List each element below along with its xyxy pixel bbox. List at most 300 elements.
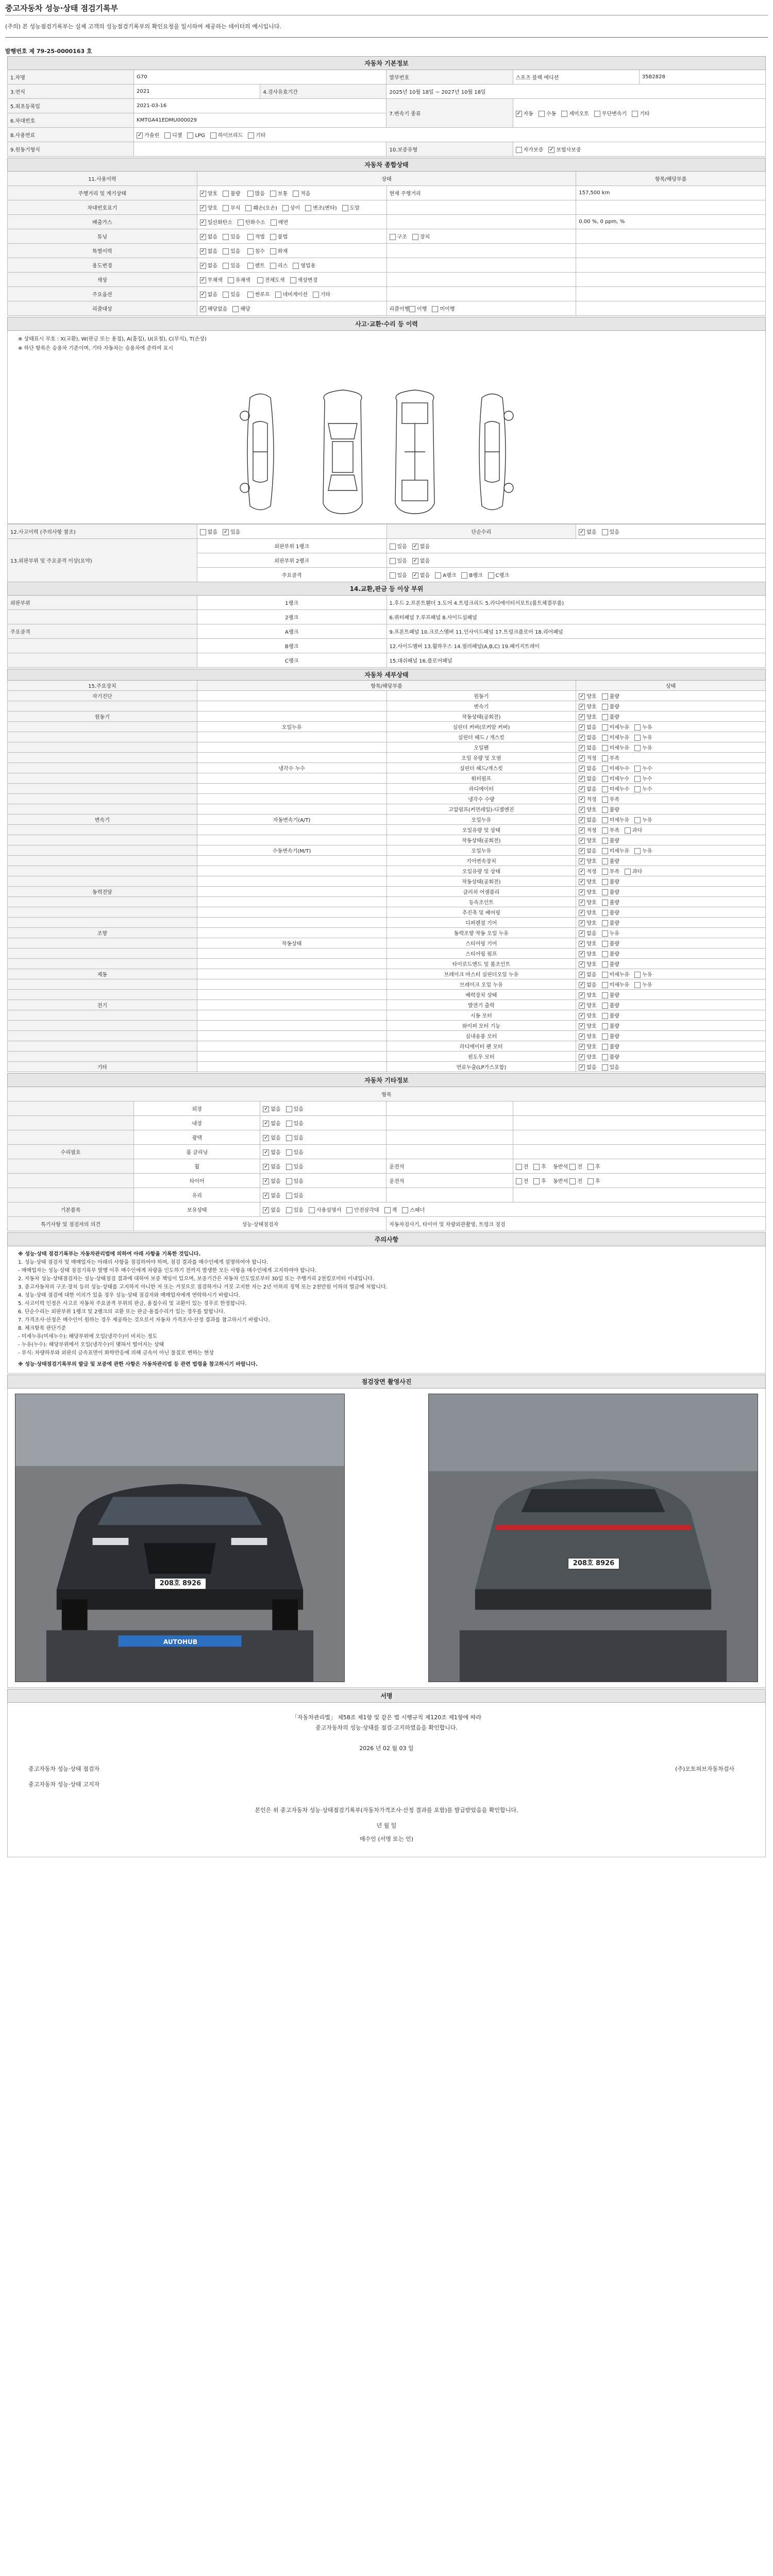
checkbox[interactable] xyxy=(313,292,319,298)
checkbox[interactable] xyxy=(293,263,299,269)
checkbox[interactable] xyxy=(602,766,608,772)
checkbox[interactable] xyxy=(223,191,229,197)
car-right-side xyxy=(479,394,513,510)
checkbox[interactable] xyxy=(533,1164,540,1170)
option xyxy=(412,232,430,240)
option xyxy=(602,1032,619,1040)
option-label: 있음 xyxy=(230,263,241,269)
checkbox[interactable]: ✓ xyxy=(580,704,584,709)
regno-suffix: 호 xyxy=(86,48,92,55)
checkbox[interactable] xyxy=(602,796,608,803)
device-state xyxy=(576,876,766,887)
checkbox[interactable] xyxy=(432,306,438,312)
checkbox[interactable]: ✓ xyxy=(264,1149,268,1155)
checkbox[interactable] xyxy=(602,848,608,854)
checkbox[interactable]: ✓ xyxy=(580,529,584,535)
option-group xyxy=(579,530,625,535)
option xyxy=(286,1148,304,1156)
option xyxy=(309,1206,341,1213)
checkbox[interactable] xyxy=(602,735,608,741)
checkbox[interactable] xyxy=(286,1135,292,1141)
option xyxy=(602,980,630,988)
option-label: 변조(변타) xyxy=(313,206,337,211)
option xyxy=(632,109,649,117)
checkbox[interactable] xyxy=(286,1164,292,1170)
part-group xyxy=(8,610,197,624)
checkbox[interactable]: ✓ xyxy=(200,263,205,268)
checkbox[interactable] xyxy=(223,263,229,269)
checkbox[interactable] xyxy=(390,234,396,240)
checkbox[interactable] xyxy=(270,191,276,197)
checkbox[interactable] xyxy=(602,1064,608,1071)
checkbox[interactable] xyxy=(602,869,608,875)
checkbox[interactable]: ✓ xyxy=(264,1193,268,1198)
option-group xyxy=(263,1193,309,1199)
option xyxy=(270,232,288,240)
checkbox[interactable]: ✓ xyxy=(580,1033,584,1039)
other-group xyxy=(8,1159,134,1174)
option xyxy=(579,723,596,731)
checkbox[interactable] xyxy=(309,1207,315,1213)
checkbox[interactable] xyxy=(223,234,229,240)
checkbox[interactable] xyxy=(187,132,193,139)
car-rear-image xyxy=(429,1394,758,1682)
device-sub xyxy=(197,959,386,969)
checkbox[interactable] xyxy=(275,292,281,298)
detail-part-row xyxy=(8,624,766,639)
device-state xyxy=(576,938,766,948)
checkbox[interactable] xyxy=(634,766,641,772)
checkbox[interactable] xyxy=(282,205,289,211)
checkbox[interactable] xyxy=(412,234,418,240)
checkbox[interactable] xyxy=(390,572,396,579)
checkbox[interactable]: ✓ xyxy=(580,755,584,761)
checkbox[interactable]: ✓ xyxy=(413,558,418,564)
checkbox[interactable]: ✓ xyxy=(580,1023,584,1029)
option-group xyxy=(247,249,293,255)
opinion-value: 자동차검사기, 타이어 및 차량외관촬영, 트렁크 점검 xyxy=(386,1217,766,1231)
checkbox[interactable] xyxy=(223,292,229,298)
option-label: 네비게이션 xyxy=(282,292,308,298)
option-label: 없음 xyxy=(586,787,597,792)
checkbox[interactable]: ✓ xyxy=(200,234,205,240)
device-sub xyxy=(197,876,386,887)
checkbox[interactable] xyxy=(286,1207,292,1213)
checkbox[interactable] xyxy=(286,1178,292,1184)
checkbox[interactable] xyxy=(602,1013,608,1019)
checkbox[interactable] xyxy=(634,982,641,988)
checkbox[interactable] xyxy=(200,529,206,535)
checkbox[interactable]: ✓ xyxy=(580,879,584,885)
checkbox[interactable]: ✓ xyxy=(580,930,584,936)
checkbox[interactable] xyxy=(602,910,608,916)
detail-section xyxy=(0,669,773,1072)
checkbox[interactable] xyxy=(247,234,254,240)
checkbox[interactable]: ✓ xyxy=(580,910,584,916)
checkbox[interactable] xyxy=(602,951,608,957)
checkbox[interactable] xyxy=(602,786,608,792)
option xyxy=(579,991,596,998)
checkbox[interactable] xyxy=(634,735,641,741)
checkbox[interactable]: ✓ xyxy=(580,920,584,926)
checkbox[interactable] xyxy=(602,724,608,731)
checkbox[interactable] xyxy=(488,572,494,579)
checkbox[interactable]: ✓ xyxy=(580,961,584,967)
checkbox[interactable] xyxy=(602,1054,608,1060)
checkbox[interactable] xyxy=(286,1121,292,1127)
checkbox[interactable]: ✓ xyxy=(580,848,584,854)
checkbox[interactable] xyxy=(632,111,638,117)
checkbox[interactable]: ✓ xyxy=(200,191,205,196)
checkbox[interactable] xyxy=(290,277,296,283)
checkbox[interactable] xyxy=(634,745,641,751)
checkbox[interactable]: ✓ xyxy=(580,776,584,782)
checkbox[interactable] xyxy=(587,1178,594,1184)
checkbox[interactable]: ✓ xyxy=(200,248,205,254)
option xyxy=(390,542,407,550)
photos-header xyxy=(7,1375,766,1388)
option-label: 없음 xyxy=(207,249,218,255)
option-label: 없음 xyxy=(586,745,597,751)
device-group xyxy=(8,938,197,948)
legend-line: ※ 하단 항목은 승용차 기준이며, 기타 자동차는 승용차에 준하여 표시 xyxy=(18,346,173,351)
checkbox[interactable]: ✓ xyxy=(580,838,584,843)
registration-number xyxy=(5,47,768,55)
checkbox[interactable]: ✓ xyxy=(413,572,418,578)
checkbox[interactable] xyxy=(435,572,441,579)
checkbox[interactable] xyxy=(634,972,641,978)
checkbox[interactable] xyxy=(602,941,608,947)
option xyxy=(200,204,217,211)
checkbox[interactable]: ✓ xyxy=(580,1054,584,1060)
option xyxy=(579,816,596,823)
checkbox[interactable]: ✓ xyxy=(580,827,584,833)
repair-rank: 외판부위 1랭크 xyxy=(197,539,386,553)
status-options xyxy=(386,200,576,215)
checkbox[interactable]: ✓ xyxy=(580,786,584,792)
option xyxy=(579,528,596,535)
checkbox[interactable] xyxy=(270,234,276,240)
checkbox[interactable]: ✓ xyxy=(580,1064,584,1070)
other-options xyxy=(260,1159,386,1174)
option-label: 미세누유 xyxy=(609,818,630,823)
checkbox[interactable]: ✓ xyxy=(580,766,584,771)
checkbox[interactable] xyxy=(390,544,396,550)
option-label: 없음 xyxy=(586,972,597,978)
checkbox[interactable]: ✓ xyxy=(580,992,584,998)
checkbox[interactable]: ✓ xyxy=(264,1121,268,1126)
checkbox[interactable] xyxy=(271,219,277,226)
device-state xyxy=(576,948,766,959)
checkbox[interactable] xyxy=(409,306,415,312)
checkbox[interactable] xyxy=(270,248,276,255)
status-options xyxy=(197,258,386,273)
checkbox[interactable] xyxy=(228,277,234,283)
option-group xyxy=(263,1179,309,1184)
checkbox[interactable]: ✓ xyxy=(580,1003,584,1008)
checkbox[interactable] xyxy=(625,827,631,834)
option-label: 없음 xyxy=(586,982,597,988)
option xyxy=(602,919,619,926)
device-item: 오일팬 xyxy=(386,742,576,753)
checkbox[interactable] xyxy=(602,704,608,710)
checkbox[interactable] xyxy=(533,1178,540,1184)
checkbox[interactable] xyxy=(164,132,171,139)
option-label: 양호 xyxy=(586,952,597,957)
checkbox[interactable]: ✓ xyxy=(264,1164,268,1170)
checkbox[interactable]: ✓ xyxy=(264,1135,268,1141)
checkbox[interactable] xyxy=(223,205,229,211)
checkbox[interactable]: ✓ xyxy=(580,972,584,977)
checkbox[interactable] xyxy=(569,1178,576,1184)
checkbox[interactable] xyxy=(247,292,254,298)
checkbox[interactable] xyxy=(247,191,254,197)
checkbox[interactable]: ✓ xyxy=(200,292,205,297)
status-options xyxy=(197,215,386,229)
option xyxy=(412,571,430,579)
part-rank: 2랭크 xyxy=(197,610,386,624)
caution-line: 4. 성능·상태 점검에 대한 이의가 있을 경우 성능·상태 점검자와 매매업자에게 연락하시기 바랍니다. xyxy=(18,1293,240,1298)
checkbox[interactable]: ✓ xyxy=(580,724,584,730)
other-mid: 운전석 xyxy=(386,1159,513,1174)
checkbox[interactable] xyxy=(238,219,244,226)
checkbox[interactable]: ✓ xyxy=(580,982,584,988)
checkbox[interactable] xyxy=(461,572,467,579)
checkbox[interactable] xyxy=(602,776,608,782)
checkbox[interactable]: ✓ xyxy=(223,529,228,535)
checkbox[interactable] xyxy=(402,1207,408,1213)
option xyxy=(579,1011,596,1019)
option-group xyxy=(579,1044,625,1050)
option xyxy=(228,276,250,283)
option xyxy=(200,218,232,226)
checkbox[interactable]: ✓ xyxy=(580,745,584,751)
checkbox[interactable] xyxy=(587,1164,594,1170)
status-label: 용도변경 xyxy=(8,258,197,273)
checkbox[interactable]: ✓ xyxy=(580,735,584,740)
option-label: 이행 xyxy=(417,307,427,312)
checkbox[interactable] xyxy=(223,248,229,255)
checkbox[interactable] xyxy=(602,838,608,844)
option-label: 없음 xyxy=(207,292,218,298)
checkbox[interactable] xyxy=(602,807,608,813)
buyer-date: 년 월 일 xyxy=(376,1822,397,1829)
checkbox[interactable]: ✓ xyxy=(580,807,584,812)
checkbox[interactable] xyxy=(602,827,608,834)
device-item: 실린더 헤드 / 개스킷 xyxy=(386,732,576,742)
option xyxy=(602,970,630,978)
option xyxy=(263,1119,280,1127)
checkbox[interactable] xyxy=(594,111,600,117)
device-sub xyxy=(197,691,386,701)
checkbox[interactable] xyxy=(634,724,641,731)
checkbox[interactable] xyxy=(634,786,641,792)
checkbox[interactable]: ✓ xyxy=(580,693,584,699)
checkbox[interactable]: ✓ xyxy=(516,111,521,116)
checkbox[interactable]: ✓ xyxy=(580,1013,584,1019)
option xyxy=(270,247,288,255)
detail-row xyxy=(8,711,766,722)
other-row xyxy=(8,1145,766,1159)
checkbox[interactable] xyxy=(270,263,276,269)
device-state xyxy=(576,835,766,845)
option xyxy=(263,1162,280,1170)
checkbox[interactable] xyxy=(602,1003,608,1009)
option xyxy=(569,1162,582,1170)
other-table xyxy=(7,1073,766,1231)
checkbox[interactable]: ✓ xyxy=(580,941,584,946)
checkbox[interactable] xyxy=(602,982,608,988)
checkbox[interactable] xyxy=(384,1207,391,1213)
option-group xyxy=(579,1003,625,1009)
option xyxy=(602,785,630,792)
device-state xyxy=(576,1062,766,1072)
checkbox[interactable] xyxy=(602,817,608,823)
checkbox[interactable]: ✓ xyxy=(549,147,554,152)
device-item: 스티어링 펌프 xyxy=(386,948,576,959)
checkbox[interactable] xyxy=(602,1044,608,1050)
car-bottom-view xyxy=(395,390,434,514)
checkbox[interactable] xyxy=(602,900,608,906)
checkbox[interactable]: ✓ xyxy=(580,796,584,802)
checkbox[interactable]: ✓ xyxy=(580,869,584,874)
checkbox[interactable] xyxy=(293,191,299,197)
checkbox[interactable]: ✓ xyxy=(580,951,584,957)
checkbox[interactable] xyxy=(569,1164,576,1170)
checkbox[interactable] xyxy=(602,972,608,978)
checkbox[interactable] xyxy=(602,693,608,700)
status-label: 색상 xyxy=(8,273,197,287)
checkbox[interactable] xyxy=(602,961,608,968)
checkbox[interactable] xyxy=(602,992,608,998)
checkbox[interactable] xyxy=(390,558,396,564)
checkbox[interactable] xyxy=(516,147,522,153)
basic-row xyxy=(8,70,766,84)
device-group: 전기 xyxy=(8,1000,197,1010)
checkbox[interactable] xyxy=(210,132,216,139)
checkbox[interactable] xyxy=(516,1164,522,1170)
device-item: 디퍼렌셜 기어 xyxy=(386,918,576,928)
checkbox[interactable] xyxy=(247,263,254,269)
option-label: 불량 xyxy=(609,838,619,844)
option-label: 누유 xyxy=(642,818,652,823)
checkbox[interactable] xyxy=(602,858,608,865)
option-label: 있음 xyxy=(609,530,619,535)
checkbox[interactable] xyxy=(561,111,567,117)
checkbox[interactable] xyxy=(232,306,239,312)
field-label: 발부번호 xyxy=(386,70,513,84)
checkbox[interactable] xyxy=(602,714,608,720)
checkbox[interactable]: ✓ xyxy=(200,306,205,312)
checkbox[interactable]: ✓ xyxy=(580,858,584,864)
option-label: 미세누유 xyxy=(609,982,630,988)
checkbox[interactable] xyxy=(602,1023,608,1029)
checkbox[interactable] xyxy=(539,111,545,117)
checkbox[interactable] xyxy=(245,205,251,211)
checkbox[interactable] xyxy=(602,529,608,535)
col-header: 상태 xyxy=(197,172,576,186)
checkbox[interactable]: ✓ xyxy=(580,1044,584,1049)
option-group xyxy=(579,807,625,813)
checkbox[interactable] xyxy=(286,1106,292,1112)
option xyxy=(602,1001,619,1009)
option-label: 없음 xyxy=(271,1208,281,1213)
checkbox[interactable]: ✓ xyxy=(200,205,205,211)
checkbox[interactable]: ✓ xyxy=(580,714,584,720)
option-label: 양호 xyxy=(207,206,218,211)
checkbox[interactable]: ✓ xyxy=(580,889,584,895)
checkbox[interactable] xyxy=(602,930,608,937)
repair-options xyxy=(386,553,766,568)
checkbox[interactable]: ✓ xyxy=(264,1106,268,1112)
checkbox[interactable] xyxy=(516,1178,522,1184)
checkbox[interactable]: ✓ xyxy=(264,1178,268,1184)
checkbox[interactable]: ✓ xyxy=(413,544,418,549)
checkbox[interactable] xyxy=(602,889,608,895)
checkbox[interactable] xyxy=(346,1207,352,1213)
checkbox[interactable]: ✓ xyxy=(264,1207,268,1213)
checkbox[interactable] xyxy=(625,869,631,875)
status-section xyxy=(0,158,773,316)
checkbox[interactable] xyxy=(602,755,608,761)
option-label: 불량 xyxy=(609,1055,619,1060)
checkbox[interactable] xyxy=(257,277,263,283)
checkbox[interactable] xyxy=(602,1033,608,1040)
notice-text: (주의) 본 성능점검기록부는 실제 고객의 성능점검기록부의 확인요청을 일시하여 제공하는 데이터의 예시입니다. xyxy=(5,23,281,30)
option-label: 잭 xyxy=(392,1208,397,1213)
option xyxy=(602,857,619,865)
option-label: 세미오토 xyxy=(569,111,589,117)
option-label: 썬루프 xyxy=(255,292,270,298)
checkbox[interactable] xyxy=(634,848,641,854)
checkbox[interactable]: ✓ xyxy=(200,277,205,283)
option-label: 누유 xyxy=(642,745,652,751)
status-options xyxy=(386,273,576,287)
checkbox[interactable] xyxy=(634,817,641,823)
checkbox[interactable] xyxy=(602,745,608,751)
checkbox[interactable] xyxy=(286,1193,292,1199)
checkbox[interactable]: ✓ xyxy=(580,900,584,905)
checkbox[interactable] xyxy=(305,205,311,211)
checkbox[interactable]: ✓ xyxy=(580,817,584,823)
option xyxy=(602,692,619,700)
device-item: 오일유량 및 상태 xyxy=(386,825,576,835)
checkbox[interactable] xyxy=(342,205,348,211)
other-right: 동반석 xyxy=(551,1164,570,1170)
detail-part-row xyxy=(8,596,766,610)
other-options xyxy=(513,1159,765,1174)
option-label: 전 xyxy=(577,1179,582,1184)
option-label: 없음 xyxy=(586,776,597,782)
checkbox[interactable] xyxy=(602,879,608,885)
checkbox[interactable] xyxy=(602,920,608,926)
option-label: 없음 xyxy=(586,725,597,731)
option-group xyxy=(579,715,625,720)
checkbox[interactable]: ✓ xyxy=(137,132,142,138)
checkbox[interactable]: ✓ xyxy=(200,219,205,225)
checkbox[interactable] xyxy=(634,776,641,782)
device-sub xyxy=(197,887,386,897)
option-label: 불량 xyxy=(609,715,619,720)
checkbox[interactable] xyxy=(248,132,254,139)
checkbox[interactable] xyxy=(286,1149,292,1156)
option-label: 있음 xyxy=(293,1136,304,1141)
section-row xyxy=(8,582,766,596)
option-label: 없음 xyxy=(586,530,597,535)
checkbox[interactable] xyxy=(247,248,254,255)
other-item: 유리 xyxy=(134,1188,260,1202)
option xyxy=(533,1162,546,1170)
